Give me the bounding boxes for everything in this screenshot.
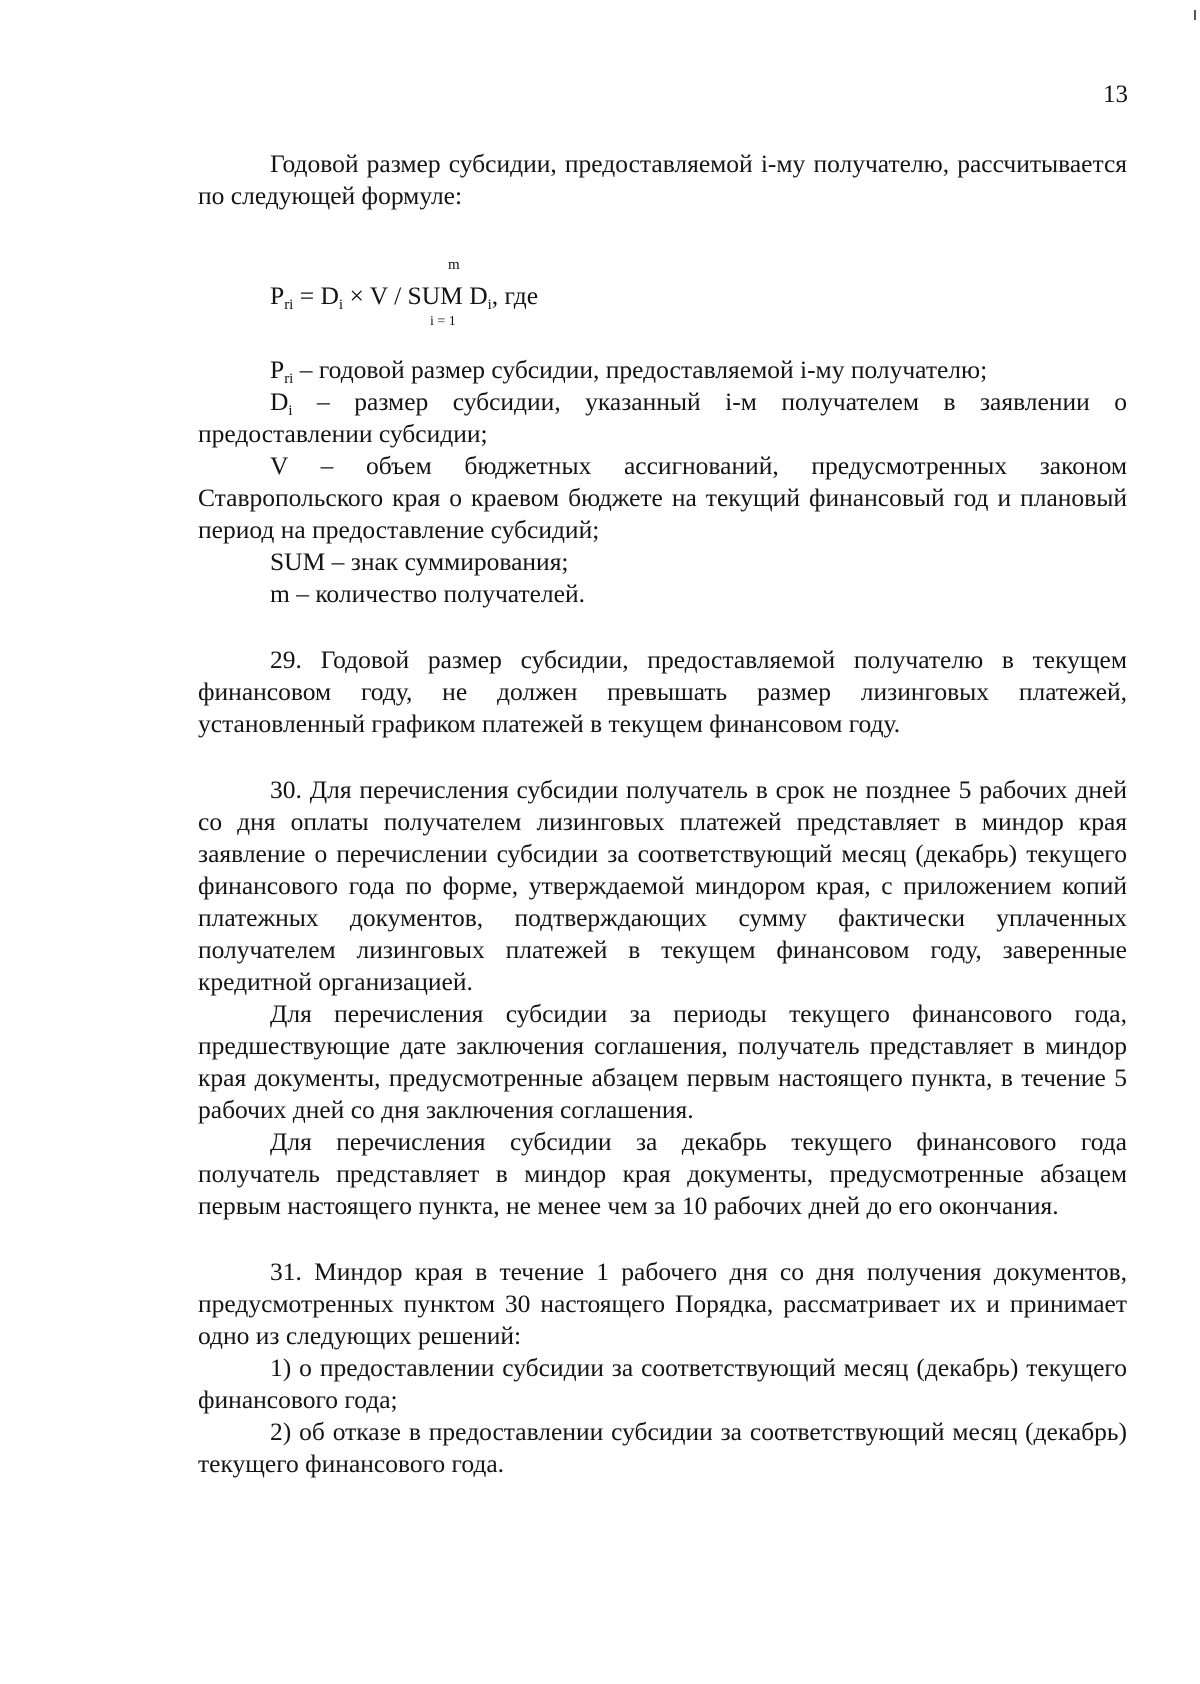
- definition-sum: SUM – знак суммирования;: [270, 547, 569, 576]
- paragraph-31-item-1: 1) о предоставлении субсидии за соответствующий месяц (декабрь) текущего финансового года;: [198, 1353, 1127, 1414]
- formula-p: P: [270, 281, 285, 310]
- page-number: 13: [1103, 81, 1128, 108]
- formula-expression: [270, 280, 538, 312]
- definition-m: m – количество получателей.: [270, 579, 585, 608]
- paragraph-29: 29. Годовой размер субсидии, предоставляемой получателю в текущем финансовом году, не должен превышать размер лизинговых платежей, установленный графиком платежей в текущем финансовом году.: [198, 645, 1127, 738]
- pri-text: – годовой размер субсидии, предоставляемой i-му получателю;: [293, 355, 988, 384]
- formula-equals: =: [293, 281, 321, 310]
- pri-subscript: ri: [284, 371, 294, 387]
- paragraph-30-part-1: 30. Для перечисления субсидии получатель в срок не позднее 5 рабочих дней со дня оплаты получателем лизинговых платежей представляет в миндор края заявление о перечислении субсидии за соответствующий месяц (декабрь) текущего финансового года по форме, утверждаемой миндором края, с приложением копий платежных документов, подтверждающих сумму фактически уплаченных получателем лизинговых платежей в текущем финансовом году, заверенные кредитной организацией.: [198, 775, 1127, 996]
- formula-where: , где: [491, 281, 539, 310]
- formula-d1-subscript: i: [338, 297, 344, 313]
- scan-mark: [1194, 10, 1196, 20]
- sum-upper-limit: m: [448, 257, 460, 273]
- formula-d2-subscript: i: [487, 297, 492, 313]
- sum-lower-limit: i = 1: [430, 314, 456, 329]
- formula-intro-paragraph: Годовой размер субсидии, предоставляемой i-му получателю, рассчитывается по следующей формуле:: [198, 149, 1127, 210]
- paragraph-31-intro: 31. Миндор края в течение 1 рабочего дня со дня получения документов, предусмотренных пунктом 30 настоящего Порядка, рассматривает их и принимает одно из следующих решений:: [198, 1257, 1127, 1350]
- definition-v: V – объем бюджетных ассигнований, предусмотренных законом Ставропольского края о краевом бюджете на текущий финансовый год и плановый период на предоставление субсидий;: [198, 451, 1127, 544]
- subsidy-formula: [270, 256, 1127, 354]
- di-text: – размер субсидии, указанный i-м получателем в заявлении о предоставлении субсидии;: [198, 387, 1127, 448]
- definition-di: [198, 386, 1127, 450]
- document-body: [198, 148, 1127, 1480]
- formula-d1: D: [320, 281, 339, 310]
- paragraph-30-part-2: Для перечисления субсидии за периоды текущего финансового года, предшествующие дате заключения соглашения, получатель представляет в миндор края документы, предусмотренные абзацем первым настоящего пункта, в течение 5 рабочих дней со дня заключения соглашения.: [198, 999, 1127, 1124]
- di-subscript: i: [288, 403, 293, 419]
- formula-d2: D: [469, 281, 488, 310]
- di-symbol: D: [270, 387, 289, 416]
- pri-symbol: P: [270, 355, 285, 384]
- formula-middle: × V / SUM: [343, 281, 470, 310]
- paragraph-30-part-3: Для перечисления субсидии за декабрь текущего финансового года получатель представляет в миндор края документы, предусмотренные абзацем первым настоящего пункта, не менее чем за 10 рабочих дней до его окончания.: [198, 1127, 1127, 1220]
- paragraph-31-item-2: 2) об отказе в предоставлении субсидии за соответствующий месяц (декабрь) текущего финансового года.: [198, 1417, 1127, 1478]
- definition-pri: [198, 354, 1127, 386]
- formula-p-subscript: ri: [284, 297, 294, 313]
